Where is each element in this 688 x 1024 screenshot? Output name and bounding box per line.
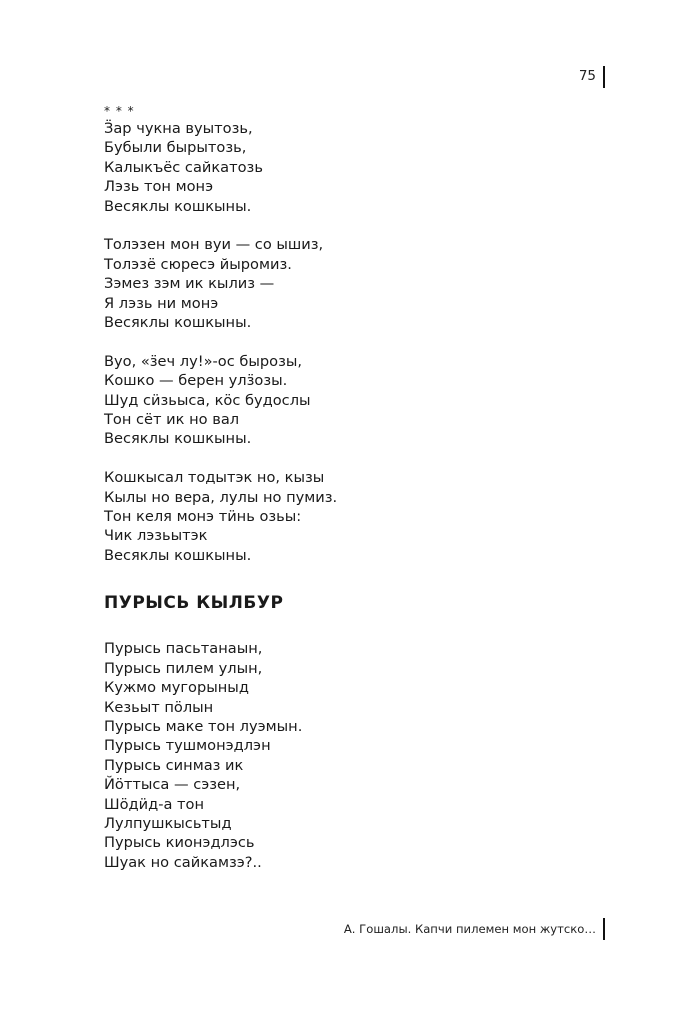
poem-separator: * * * xyxy=(104,104,135,118)
poem-line: Пурысь тушмонэдлэн xyxy=(104,737,271,755)
poem-line: Зэмез зэм ик кылиз — xyxy=(104,275,275,293)
poem-line: Шуак но сайкамзэ?.. xyxy=(104,853,262,871)
poem-title: ПУРЫСЬ КЫЛБУР xyxy=(104,593,284,614)
poem-line: Тон келя монэ тӥнь озьы: xyxy=(104,508,302,526)
poem-line: Кошкысал тодытэк но, кызы xyxy=(104,469,325,487)
poem-line: Толэзен мон вуи — со ышиз, xyxy=(104,236,324,254)
poem-line: Я лэзь ни монэ xyxy=(104,294,219,312)
poem-2 xyxy=(104,639,584,872)
page-content xyxy=(104,103,584,872)
poem-line: Тон сёт ик но вал xyxy=(104,411,240,429)
page-number: 75 xyxy=(578,68,596,84)
poem-line: Бубыли бырытозь, xyxy=(104,139,247,157)
poem-line: Пурысь синмаз ик xyxy=(104,756,244,774)
poem-line: Кылы но вера, лулы но пумиз. xyxy=(104,488,338,506)
stanza xyxy=(104,352,584,449)
poem-line: Шӧдӥд-а тон xyxy=(104,795,205,813)
poem-line: Лулпушкысьтыд xyxy=(104,814,232,832)
poem-line: Шуд сӥзьыса, кӧс будослы xyxy=(104,391,311,409)
poem-line: Пурысь кионэдлэсь xyxy=(104,834,255,852)
poem-line: Кезьыт пӧлын xyxy=(104,698,214,716)
poem-line: Чик лэзьытэк xyxy=(104,527,208,545)
poem-line: Лэзь тон монэ xyxy=(104,178,214,196)
poem-line: Пурысь маке тон луэмын. xyxy=(104,717,303,735)
page-number-bar xyxy=(603,66,605,88)
poem-line: Пурысь пасьтанаын, xyxy=(104,640,263,658)
running-footer: А. Гошалы. Капчи пилемен мон жутско… xyxy=(343,922,596,936)
poem-line: Йӧттыса — сэзен, xyxy=(104,776,241,794)
poem-line: Калыкъёс сайкатозь xyxy=(104,158,263,176)
poem-line: Весяклы кошкыны. xyxy=(104,314,252,332)
poem-line: Кужмо мугорыныд xyxy=(104,679,249,697)
footer-bar xyxy=(603,918,605,940)
poem-line: Вуо, «ӟеч лу!»-ос бырозы, xyxy=(104,352,303,370)
stanza xyxy=(104,468,584,565)
stanza xyxy=(104,235,584,332)
poem-line: Ӟар чукна вуытозь, xyxy=(104,120,253,137)
poem-line: Пурысь пилем улын, xyxy=(104,659,263,677)
poem-line: Весяклы кошкыны. xyxy=(104,197,252,215)
stanza xyxy=(104,119,584,216)
poem-line: Весяклы кошкыны. xyxy=(104,430,252,448)
poem-line: Кошко — берен улӟозы. xyxy=(104,372,288,390)
poem-1 xyxy=(104,119,584,565)
poem-line: Весяклы кошкыны. xyxy=(104,546,252,564)
poem-line: Толэзё сюресэ йыромиз. xyxy=(104,255,292,273)
